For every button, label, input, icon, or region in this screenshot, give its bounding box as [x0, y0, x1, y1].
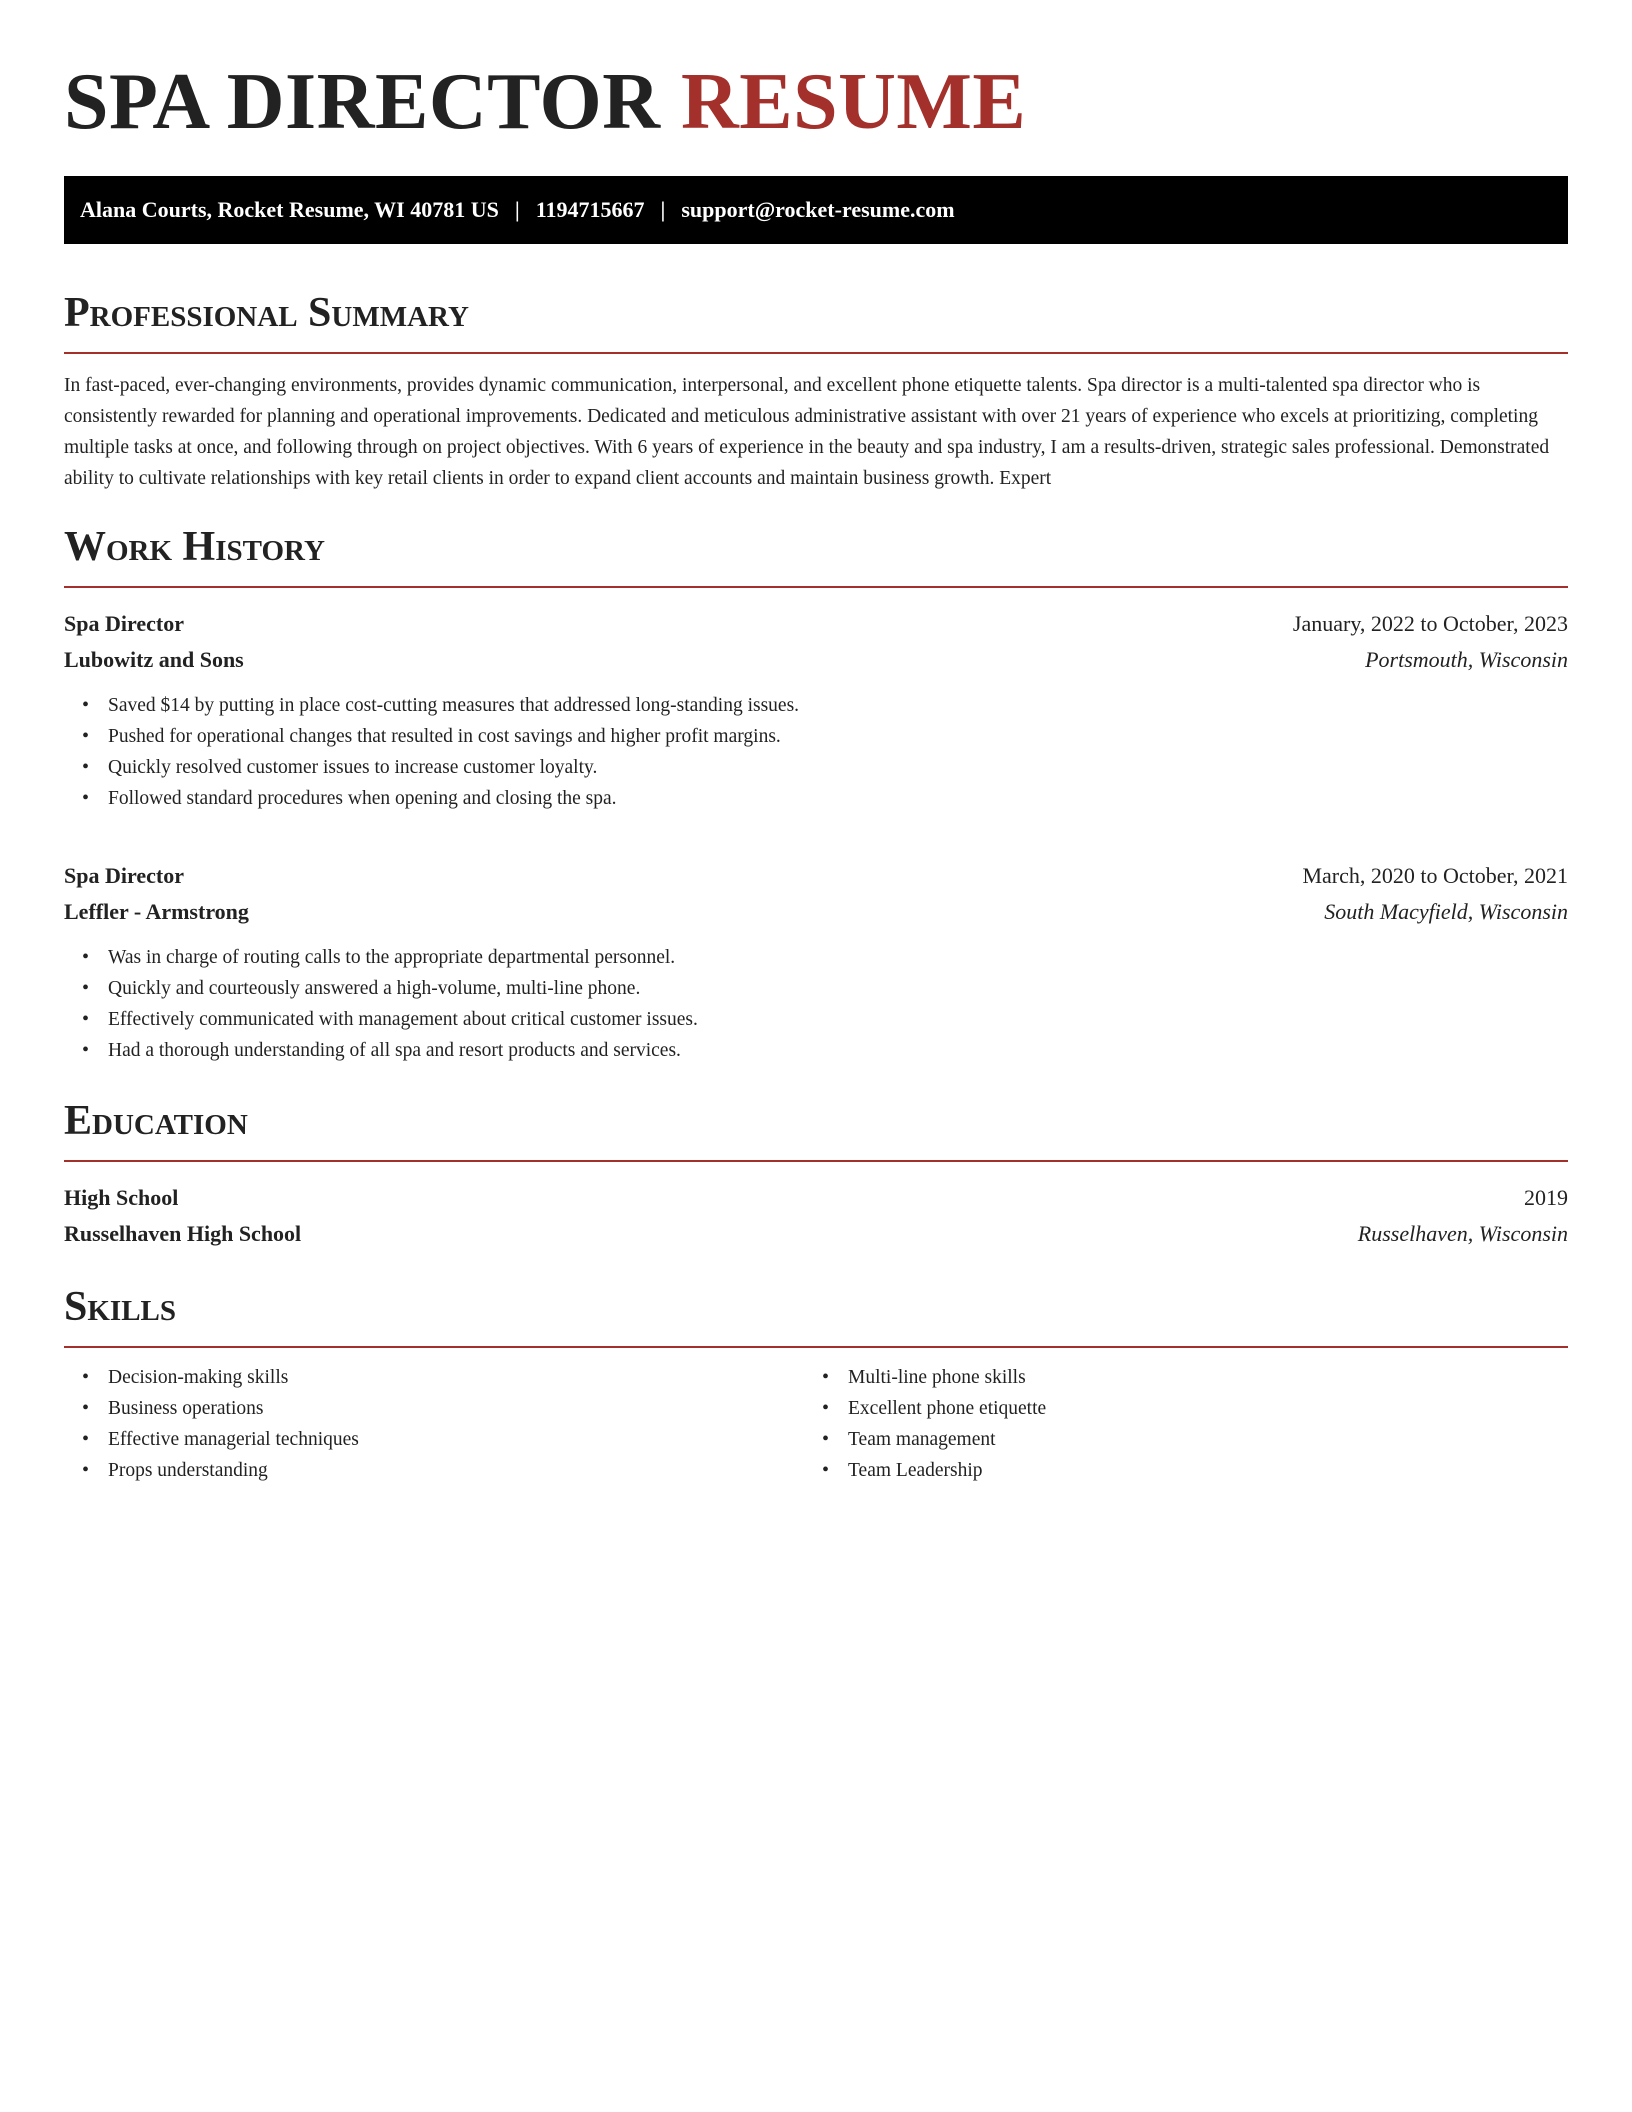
- contact-email: support@rocket-resume.com: [681, 197, 955, 222]
- skill-item: • Multi-line phone skills: [848, 1362, 1544, 1393]
- skill-item: • Effective managerial techniques: [108, 1424, 804, 1455]
- job-entry: [64, 606, 1568, 814]
- job-company: Leffler - Armstrong: [64, 899, 249, 924]
- list-item: • Pushed for operational changes that resulted in cost savings and higher profit margins.: [108, 721, 1568, 752]
- job-title: Spa Director: [64, 863, 184, 888]
- section-heading: Skills: [64, 1284, 177, 1330]
- education-year: 2019: [1524, 1185, 1568, 1210]
- job-company-row: [64, 894, 1568, 930]
- list-item: • Had a thorough understanding of all spa and resort products and services.: [108, 1035, 1568, 1066]
- section-heading: Professional Summary: [64, 290, 469, 336]
- skill-item: • Business operations: [108, 1393, 804, 1424]
- job-company-row: [64, 642, 1568, 678]
- education-section: [64, 1096, 1568, 1252]
- job-location: South Macyfield, Wisconsin: [1324, 899, 1568, 924]
- list-item: • Saved $14 by putting in place cost-cutting measures that addressed long-standing issues.: [108, 690, 1568, 721]
- job-location: Portsmouth, Wisconsin: [1365, 647, 1568, 672]
- job-header-row: [64, 606, 1568, 642]
- education-header-row: [64, 1180, 1568, 1216]
- list-item: • Followed standard procedures when opening and closing the spa.: [108, 783, 1568, 814]
- skill-item: • Excellent phone etiquette: [848, 1393, 1544, 1424]
- skill-item: • Team Leadership: [848, 1455, 1544, 1486]
- contact-separator: |: [514, 197, 520, 222]
- job-dates: January, 2022 to October, 2023: [1292, 611, 1568, 636]
- contact-address: Alana Courts, Rocket Resume, WI 40781 US: [80, 197, 499, 222]
- contact-bar: [64, 176, 1568, 244]
- job-header-row: [64, 858, 1568, 894]
- job-bullets: [64, 942, 1568, 1066]
- skill-item: • Props understanding: [108, 1455, 804, 1486]
- professional-summary-section: [64, 288, 1568, 494]
- work-history-section: [64, 522, 1568, 1066]
- education-school-row: [64, 1216, 1568, 1252]
- summary-text: In fast-paced, ever-changing environments, provides dynamic communication, interpersonal, and excellent phone etiquette talents. Spa director is a multi-talented spa director who is consistently rewarded for planning and operational improvements. Dedicated and meticulous administrative assistant with over 21 years of experience who excels at prioritizing, completing multiple tasks at once, and following through on project objectives. With 6 years of experience in the beauty and spa industry, I am a results-driven, strategic sales professional. Demonstrated ability to cultivate relationships with key retail clients in order to expand client accounts and maintain business growth. Expert: [64, 375, 1550, 489]
- skills-list-right: [804, 1362, 1544, 1486]
- section-heading: Work History: [64, 524, 325, 570]
- education-location: Russelhaven, Wisconsin: [1357, 1221, 1568, 1246]
- skill-item: • Team management: [848, 1424, 1544, 1455]
- skills-list-left: [64, 1362, 804, 1486]
- resume-title: [64, 52, 1568, 152]
- section-divider: [64, 1346, 1568, 1348]
- list-item: • Effectively communicated with management about critical customer issues.: [108, 1004, 1568, 1035]
- title-accent: RESUME: [681, 58, 1027, 146]
- job-entry: [64, 858, 1568, 1066]
- contact-separator: |: [660, 197, 666, 222]
- list-item: • Was in charge of routing calls to the appropriate departmental personnel.: [108, 942, 1568, 973]
- skills-section: [64, 1282, 1568, 1486]
- section-divider: [64, 586, 1568, 588]
- section-divider: [64, 1160, 1568, 1162]
- job-title: Spa Director: [64, 611, 184, 636]
- job-dates: March, 2020 to October, 2021: [1302, 863, 1568, 888]
- education-degree: High School: [64, 1185, 179, 1210]
- contact-phone: 1194715667: [535, 197, 645, 222]
- skill-item: • Decision-making skills: [108, 1362, 804, 1393]
- job-company: Lubowitz and Sons: [64, 647, 244, 672]
- list-item: • Quickly resolved customer issues to increase customer loyalty.: [108, 752, 1568, 783]
- list-item: • Quickly and courteously answered a high-volume, multi-line phone.: [108, 973, 1568, 1004]
- title-main: SPA DIRECTOR: [64, 58, 661, 146]
- education-entry: [64, 1180, 1568, 1252]
- section-heading: Education: [64, 1098, 248, 1144]
- education-school: Russelhaven High School: [64, 1221, 302, 1246]
- skills-grid: [64, 1362, 1568, 1486]
- job-bullets: [64, 690, 1568, 814]
- section-divider: [64, 352, 1568, 354]
